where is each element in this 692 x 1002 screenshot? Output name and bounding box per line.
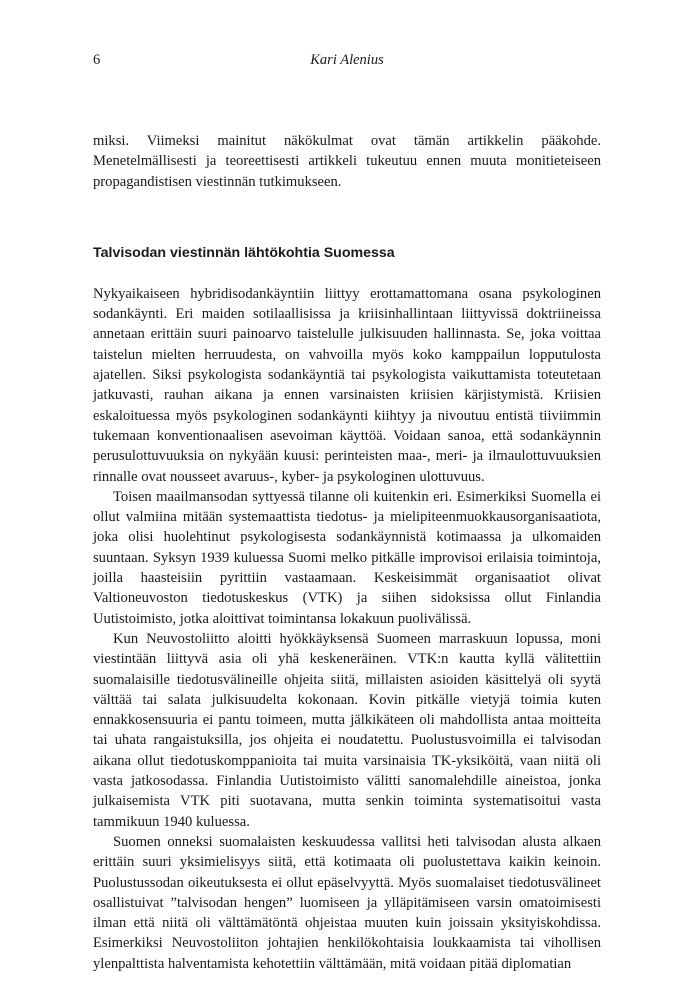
intro-paragraph: miksi. Viimeksi mainitut näkökulmat ovat tämän artikkelin pääkohde. Menetelmällisesti ja teoreettisesti artikkeli tukeutuu ennen muuta monitieteiseen propagandistisen viestinnän tutkimukseen. [93,133,601,190]
paragraph-2: Toisen maailmansodan syttyessä tilanne oli kuitenkin eri. Esimerkiksi Suomella ei ollut valmiina mitään systemaattista tiedotus- ja mielipiteenmuokkausorganisaatiota, joka olisi huolehtinut psykologisesta sodankäynnistä kotimaassa ja ulkomaiden suuntaan. Syksyn 1939 kuluessa Suomi melko pitkälle improvisoi erilaisia toimintoja, joilla haasteisiin pyrittiin vastaamaan. Keskeisimmät organisaatiot olivat Valtioneuvoston tiedotuskeskus (VTK) ja siihen sidoksissa ollut Finlandia Uutistoimisto, jotka aloittivat toimintansa lokakuun puolivälissä. [93,488,601,627]
document-page [93,52,601,974]
paragraph-3: Kun Neuvostoliitto aloitti hyökkäyksensä Suomeen marraskuun lopussa, moni viestintään liittyvä asia oli yhä keskeneräinen. VTK:n kautta kyllä välitettiin suomalaisille tiedotusvälineille ohjeita siitä, millaisten asioiden käsittelyä oli syytä välttää tai salata julkisuudelta kokonaan. Kovin pitkälle vietyjä toimia kuten ennakkosensuuria ei pantu toimeen, mutta jälkikäteen oli mahdollista antaa moitteita tai uhata rangaistuksilla, jos ohjeita ei noudatettu. Puolustusvoimilla ei talvisodan aikana ollut tiedotuskomppanioita tai muita varsinaisia TK-yksiköitä, vaan niitä oli vasta jatkosodassa. Finlandia Uutistoimisto välitti sanomalehdille aineistoa, jonka julkaisemista VTK piti suotavana, mutta senkin toiminta systematisoitui vasta tammikuun 1940 kuluessa. [93,630,601,830]
header-author: Kari Alenius [310,52,384,68]
page-number: 6 [93,52,101,68]
paragraph-4: Suomen onneksi suomalaisten keskuudessa vallitsi heti talvisodan alusta alkaen erittäin suuri yksimielisyys siitä, että kotimaata oli puolustettava kaikin keinoin. Puolustussodan oikeutuksesta ei ollut epäselvyyttä. Myös suomalaiset tiedotusvälineet osallistuivat ”talvisodan hengen” luomiseen ja ylläpitämiseen varsin omatoimisesti ilman että niitä oli välttämätöntä ohjeistaa muuten kuin joissain yksityiskohdissa. Esimerkiksi Neuvostoliiton johtajien henkilökohtaisia loukkaamista tai vihollisen ylenpalttista halventamista kehotettiin välttämään, mitä voidaan pitää diplomatian [93,833,601,972]
body-text [93,131,601,974]
paragraph-1: Nykyaikaiseen hybridisodankäyntiin liittyy erottamattomana osana psykologinen sodankäynti. Eri maiden sotilaallisissa ja kriisinhallintaan liittyvissä doktriineissa annetaan erittäin suuri painoarvo taistelulle julkisuuden hallinnasta. Se, joka voittaa taistelun mielten herruudesta, on vahvoilla myös koko kamppailun lopputulosta ajatellen. Siksi psykologista sodankäyntiä tai psykologista vaikuttamista toteutetaan jatkuvasti, rauhan aikana ja ennen varsinaisten kriisien kärjistymistä. Kriisien eskaloituessa myös psykologinen sodankäynti kiihtyy ja nivoutuu entistä tiiviimmin tukemaan konventionaalisen asevoiman käyttöä. Voidaan sanoa, että sodankäynnin perusulottuvuuksia on nykyään kuusi: perinteisten maa-, meri- ja ilmaulottuvuuksien rinnalle ovat nousseet avaruus-, kyber- ja psykologinen ulottuvuus. [93,285,601,485]
running-header [93,52,601,72]
section-heading: Talvisodan viestinnän lähtökohtia Suomessa [93,244,395,261]
